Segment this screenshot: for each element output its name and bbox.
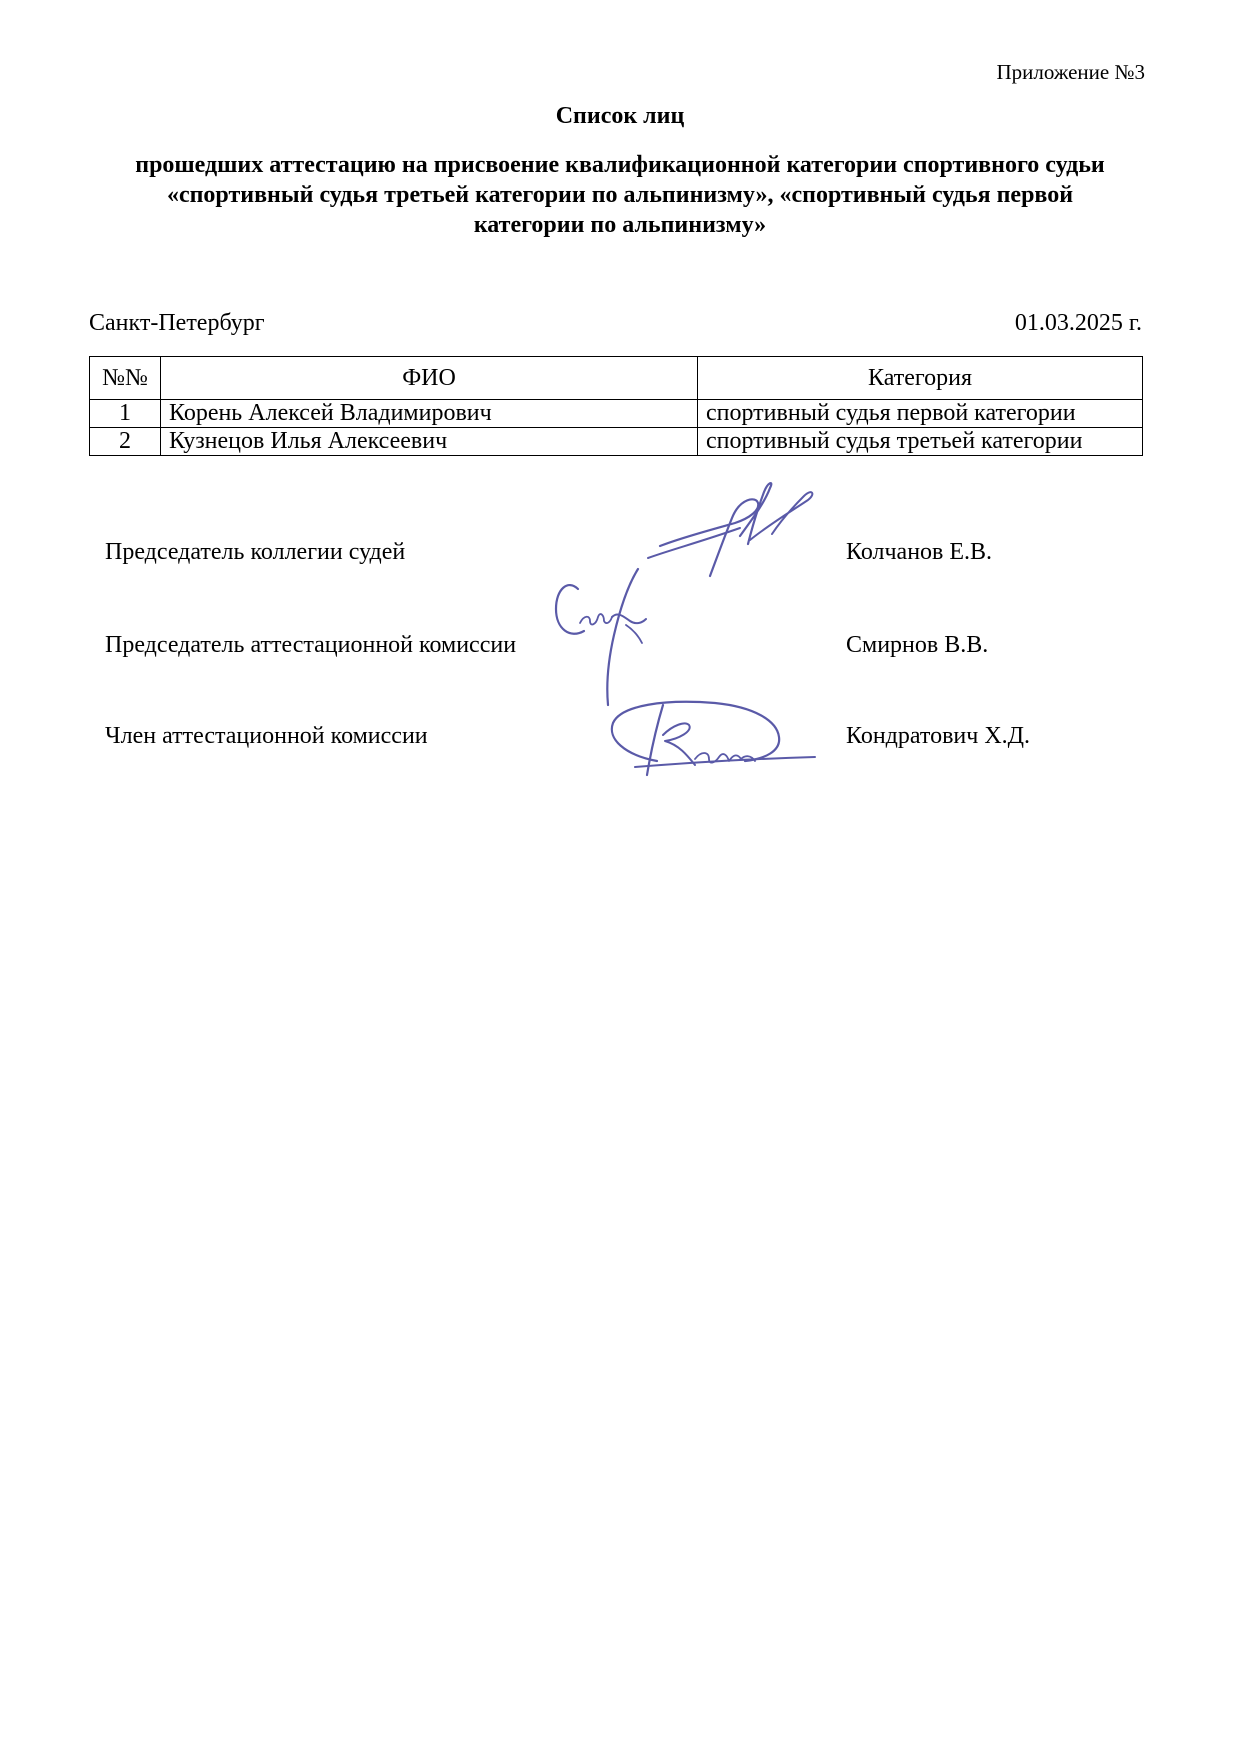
document-subtitle xyxy=(90,150,1150,240)
row-category: спортивный судья первой категории xyxy=(698,400,1143,428)
appendix-label: Приложение №3 xyxy=(996,60,1145,84)
header-name: ФИО xyxy=(161,357,698,400)
place-label: Санкт-Петербург xyxy=(89,310,265,336)
signatory-name-chair-commission: Смирнов В.В. xyxy=(846,632,989,658)
signatory-name-chair-judges: Колчанов Е.В. xyxy=(846,539,993,565)
header-number: №№ xyxy=(90,357,161,400)
document-date: 01.03.2025 г. xyxy=(1014,310,1142,336)
subtitle-line: категории по альпинизму» xyxy=(473,212,767,238)
row-name: Корень Алексей Владимирович xyxy=(161,400,698,428)
attestation-table xyxy=(89,356,1143,456)
row-category: спортивный судья третьей категории xyxy=(698,428,1143,456)
signature-kondratovich xyxy=(605,695,820,780)
document-title: Список лиц xyxy=(555,103,685,129)
table-row xyxy=(90,428,1143,456)
signatory-role-member-commission: Член аттестационной комиссии xyxy=(105,723,428,749)
row-number: 1 xyxy=(90,400,161,428)
subtitle-line: прошедших аттестацию на присвоение квалификационной категории спортивного судьи xyxy=(135,152,1105,178)
signature-kolchanov xyxy=(640,478,820,578)
signatory-name-member-commission: Кондратович Х.Д. xyxy=(846,723,1031,749)
row-name: Кузнецов Илья Алексеевич xyxy=(161,428,698,456)
signature-smirnov xyxy=(550,565,660,710)
table-header-row xyxy=(90,357,1143,400)
header-category: Категория xyxy=(698,357,1143,400)
table-row xyxy=(90,400,1143,428)
row-number: 2 xyxy=(90,428,161,456)
subtitle-line: «спортивный судья третьей категории по альпинизму», «спортивный судья первой xyxy=(166,182,1074,208)
signatory-role-chair-commission: Председатель аттестационной комиссии xyxy=(105,632,517,658)
signatory-role-chair-judges: Председатель коллегии судей xyxy=(105,539,406,565)
